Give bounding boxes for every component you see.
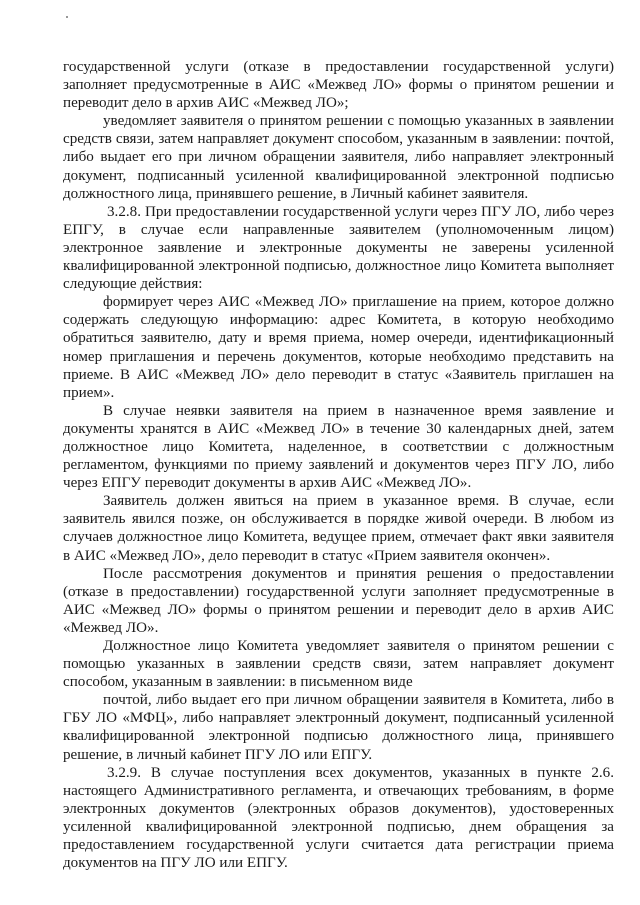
paragraph-5: В случае неявки заявителя на прием в назначенное время заявление и документы хранятся в АИС «Межвед ЛО» в течение 30 календарных дней, затем должностное лицо Комитета, наделенное, в соответствии с должностным регламентом, функциями по приему заявлений и документов через ПГУ ЛО, либо через ЕПГУ переводит документы в архив АИС «Межвед ЛО». xyxy=(63,402,614,492)
paragraph-4: формирует через АИС «Межвед ЛО» приглашение на прием, которое должно содержать следующую информацию: адрес Комитета, в которую необходимо обратиться заявителю, дату и время приема, номер очереди, идентификационный номер приглашения и перечень документов, которые необходимо представить на приеме. В АИС «Межвед ЛО» дело переводит в статус «Заявитель приглашен на прием». xyxy=(63,294,614,401)
paragraph-8: Должностное лицо Комитета уведомляет заявителя о принятом решении с помощью указанных в заявлении средств связи, затем направляет документ способом, указанным в заявлении: в письменном виде xyxy=(63,638,614,691)
paragraph-3: 3.2.8. При предоставлении государственной услуги через ПГУ ЛО, либо через ЕПГУ, в случае если направленные заявителем (уполномоченным лицом) электронное заявление и электронные документы не заверены усиленной квалифицированной электронной подписью, должностное лицо Комитета выполняет следующие действия: xyxy=(63,203,614,293)
paragraph-7: После рассмотрения документов и принятия решения о предоставлении (отказе в предоставлении) государственной услуги заполняет предусмотренные в АИС «Межвед ЛО» формы о принятом решении и переводит дело в архив АИС «Межвед ЛО». xyxy=(63,565,614,636)
paragraph-2: уведомляет заявителя о принятом решении с помощью указанных в заявлении средств связи, затем направляет документ способом, указанным в заявлении: почтой, либо выдает его при личном обращении заявителя, либо направляет электронный документ, подписанный усиленной квалифицированной электронной подписью должностного лица, принявшего решение, в Личный кабинет заявителя. xyxy=(63,113,614,202)
document-body xyxy=(63,58,614,872)
paragraph-10: 3.2.9. В случае поступления всех документов, указанных в пункте 2.6. настоящего Административного регламента, и отвечающих требованиям, в форме электронных документов (электронных образов документов), удостоверенных усиленной квалифицированной электронной подписью, днем обращения за предоставлением государственной услуги считается дата регистрации приема документов на ПГУ ЛО или ЕПГУ. xyxy=(63,764,614,872)
scan-speck xyxy=(66,16,68,18)
paragraph-9: почтой, либо выдает его при личном обращении заявителя в Комитета, либо в ГБУ ЛО «МФЦ», либо направляет электронный документ, подписанный усиленной квалифицированной электронной подписью должностного лица, принявшего решение, в личный кабинет ПГУ ЛО или ЕПГУ. xyxy=(63,692,614,763)
paragraph-1: государственной услуги (отказе в предоставлении государственной услуги) заполняет предусмотренные в АИС «Межвед ЛО» формы о принятом решении и переводит дело в архив АИС «Межвед ЛО»; xyxy=(63,59,614,112)
paragraph-6: Заявитель должен явиться на прием в указанное время. В случае, если заявитель явился позже, он обслуживается в порядке живой очереди. В любом из случаев должностное лицо Комитета, ведущее прием, отмечает факт явки заявителя в АИС «Межвед ЛО», дело переводит в статус «Прием заявителя окончен». xyxy=(63,493,614,564)
